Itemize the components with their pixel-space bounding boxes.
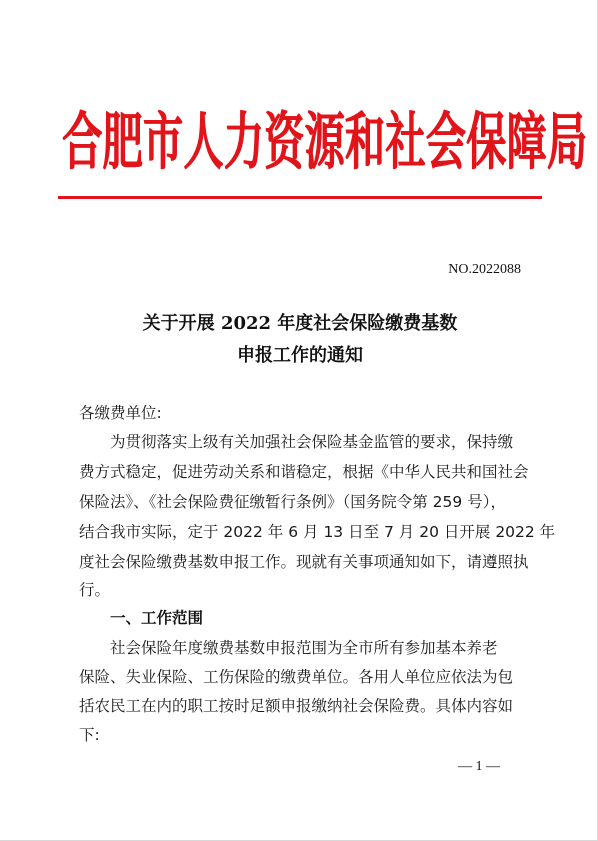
scope-line-1: 社会保险年度缴费基数申报范围为全市所有参加基本养老 (110, 639, 498, 657)
agency-letterhead-title: 合肥市人力资源和社会保障局 (62, 105, 588, 179)
section-heading-scope: 一、工作范围 (110, 609, 204, 627)
intro-line-3: 保险法》、《社会保险费征缴暂行条例》（国务院令第 259 号）， (79, 493, 506, 511)
document-number: NO.2022088 (448, 262, 521, 277)
intro-line-1: 为贯彻落实上级有关加强社会保险基金监管的要求，保持缴 (110, 433, 514, 451)
intro-line-2: 费方式稳定，促进劳动关系和谐稳定，根据《中华人民共和国社会 (79, 463, 529, 481)
document-title-line-2: 申报工作的通知 (237, 345, 363, 366)
scope-line-3: 括农民工在内的职工按时足额申报缴纳社会保险费。具体内容如 (79, 697, 514, 715)
intro-line-4: 结合我市实际，定于 2022 年 6 月 13 日至 7 月 20 日开展 2022 年 (79, 523, 556, 541)
page-number: — 1 — (458, 759, 500, 774)
document-title-line-1: 关于开展 2022 年度社会保险缴费基数 (142, 313, 458, 334)
salutation: 各缴费单位: (79, 404, 162, 422)
intro-line-6: 行。 (79, 581, 111, 599)
letterhead-red-rule (58, 196, 542, 199)
scope-line-4: 下: (79, 726, 100, 744)
intro-line-5: 度社会保险缴费基数申报工作。现就有关事项通知如下，请遵照执 (79, 553, 529, 571)
scope-line-2: 保险、失业保险、工伤保险的缴费单位。各用人单位应依法为包 (79, 668, 514, 686)
